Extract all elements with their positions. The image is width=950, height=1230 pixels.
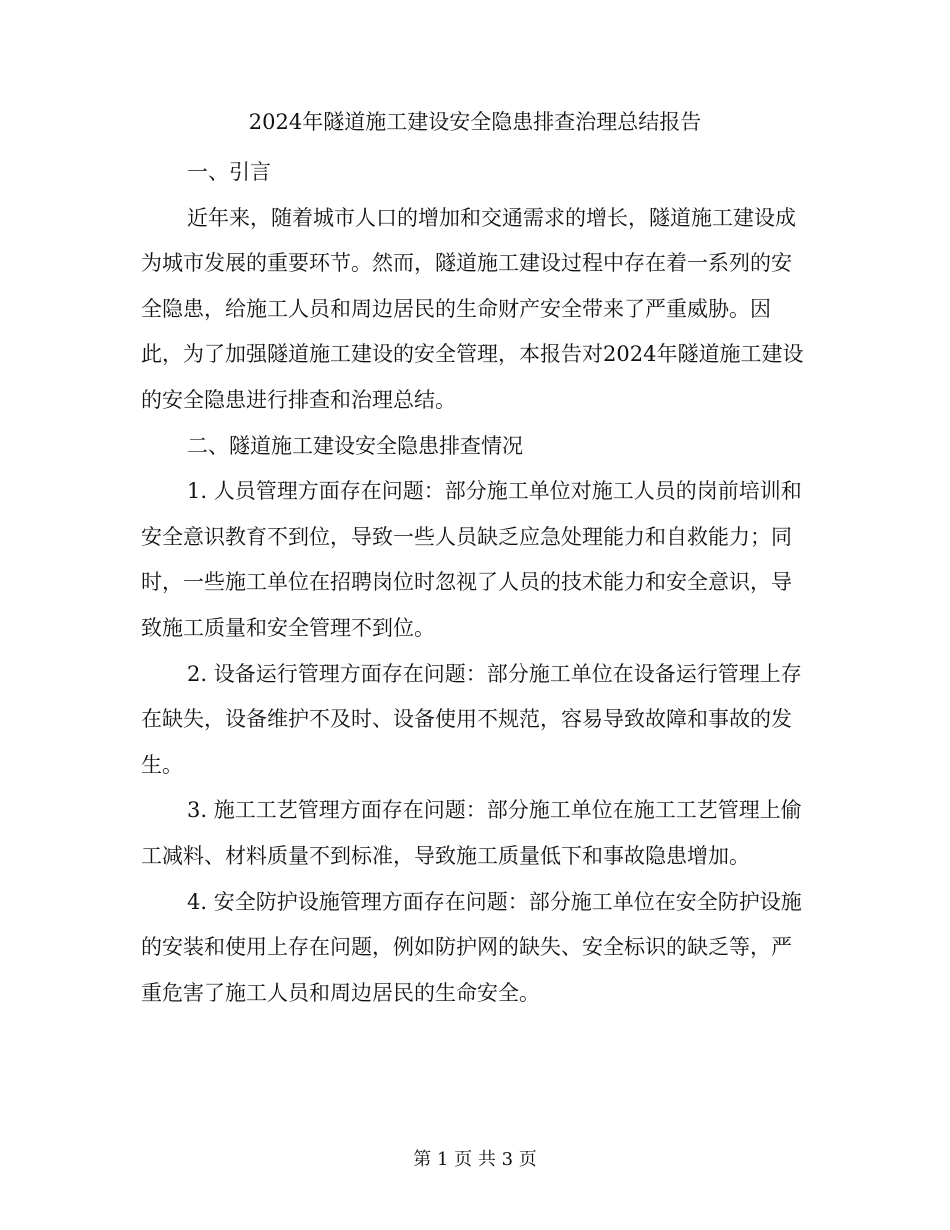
document-title: 2024年隧道施工建设安全隐患排查治理总结报告 — [248, 110, 702, 134]
section-heading: 二、隧道施工建设安全隐患排查情况 — [187, 433, 523, 458]
document-body — [141, 150, 809, 1016]
list-item: 2. 设备运行管理方面存在问题：部分施工单位在设备运行管理上存在缺失，设备维护不及时、设备使用不规范，容易导致故障和事故的发生。 — [141, 661, 802, 777]
list-item: 1. 人员管理方面存在问题：部分施工单位对施工人员的岗前培训和安全意识教育不到位，导致一些人员缺乏应急处理能力和自救能力；同时，一些施工单位在招聘岗位时忽视了人员的技术能力和安全意识，导致施工质量和安全管理不到位。 — [141, 479, 802, 640]
page-footer: 第 1 页 共 3 页 — [413, 1149, 537, 1170]
list-item: 4. 安全防护设施管理方面存在问题：部分施工单位在安全防护设施的安装和使用上存在问题，例如防护网的缺失、安全标识的缺乏等，严重危害了施工人员和周边居民的生命安全。 — [141, 889, 802, 1005]
body-paragraph: 近年来，随着城市人口的增加和交通需求的增长，隧道施工建设成为城市发展的重要环节。然而，隧道施工建设过程中存在着一系列的安全隐患，给施工人员和周边居民的生命财产安全带来了严重威胁。因此，为了加强隧道施工建设的安全管理，本报告对2024年隧道施工建设的安全隐患进行排查和治理总结。 — [141, 205, 804, 412]
section-heading: 一、引言 — [187, 160, 271, 184]
list-item: 3. 施工工艺管理方面存在问题：部分施工单位在施工工艺管理上偷工减料、材料质量不到标准，导致施工质量低下和事故隐患增加。 — [141, 798, 802, 868]
